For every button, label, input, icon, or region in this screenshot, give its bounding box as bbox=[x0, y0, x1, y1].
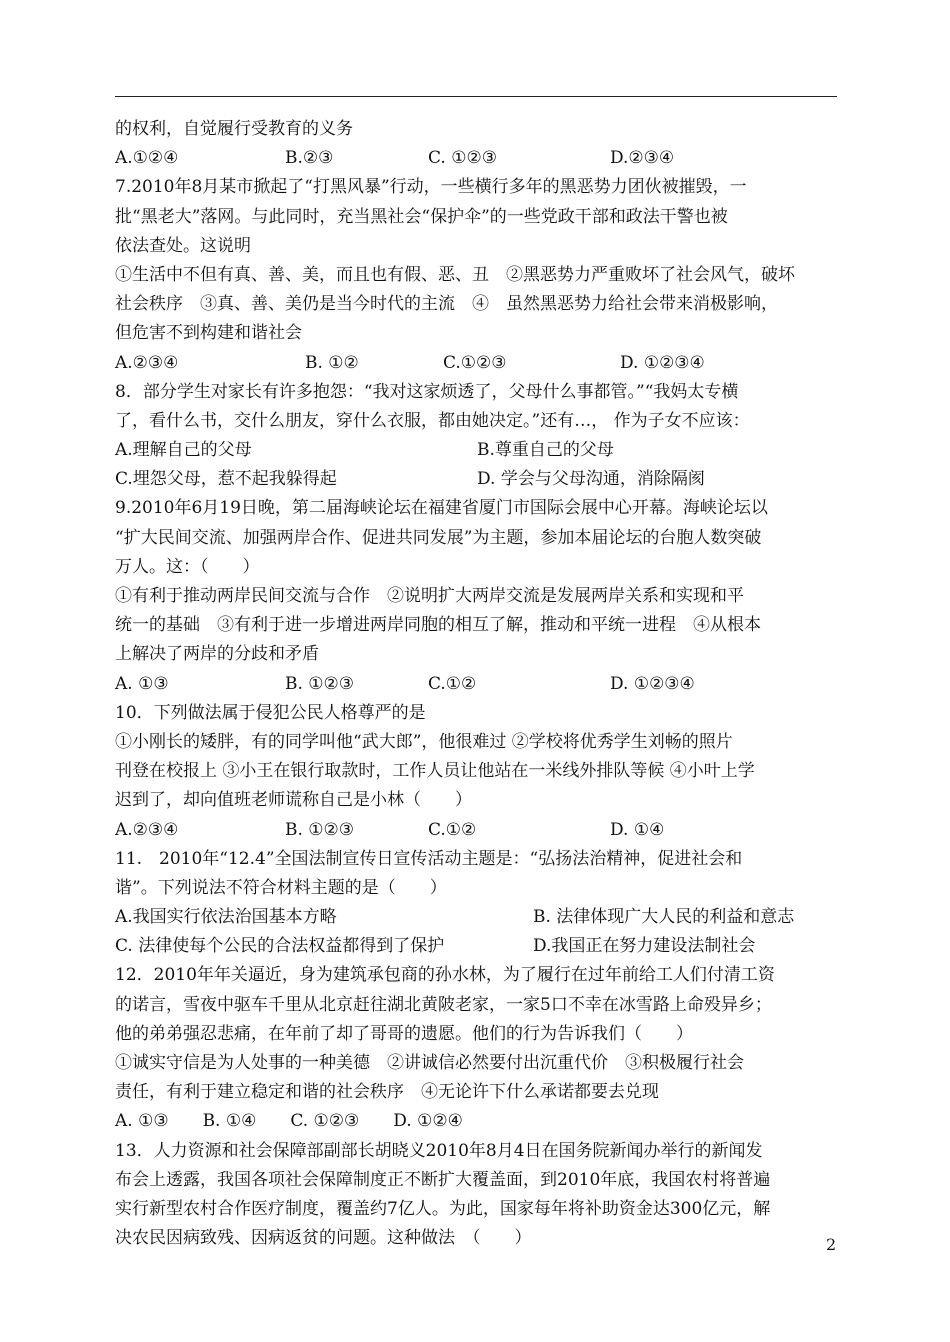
text-line: 他的弟弟强忍悲痛，在年前了却了哥哥的遗愿。他们的行为告诉我们（ ） bbox=[115, 1023, 693, 1044]
text-line: 12．2010年年关逼近，身为建筑承包商的孙水林，为了履行在过年前给工人们付清工资 bbox=[115, 965, 775, 986]
document-body bbox=[115, 115, 837, 1253]
text-line: 10．下列做法属于侵犯公民人格尊严的是 bbox=[115, 702, 426, 723]
option-row bbox=[115, 903, 837, 932]
text-line: 刊登在校报上 ③小王在银行取款时，工作人员让他站在一米线外排队等候 ④小叶上学 bbox=[115, 761, 755, 782]
answer-option: A. ①③ bbox=[115, 673, 169, 694]
text-line: ①诚实守信是为人处事的一种美德 ②讲诚信必然要付出沉重代价 ③积极履行社会 bbox=[115, 1053, 744, 1073]
text-line: 社会秩序 ③真、善、美仍是当今时代的主流 ④ 虽然黑恶势力给社会带来消极影响， bbox=[115, 294, 778, 315]
text-line: 11. 2010年“12.4”全国法制宣传日宣传活动主题是：“弘扬法治精神，促进社会和 bbox=[115, 848, 743, 869]
answer-option: D. 学会与父母沟通，消除隔阂 bbox=[477, 469, 705, 490]
text-line: “扩大民间交流、加强两岸合作、促进共同发展”为主题，参加本届论坛的台胞人数突破 bbox=[115, 527, 762, 548]
text-line: ①有利于推动两岸民间交流与合作 ②说明扩大两岸交流是发展两岸关系和实现和平 bbox=[115, 586, 744, 606]
answer-option: D.②③④ bbox=[610, 148, 675, 169]
answer-option: C.①② bbox=[428, 819, 477, 840]
text-line: 谐”。下列说法不符合材料主题的是（ ） bbox=[115, 877, 447, 898]
text-line: 7.2010年8月某市掀起了“打黑风暴”行动，一些横行多年的黑恶势力团伙被摧毁，一 bbox=[115, 177, 747, 198]
header-rule bbox=[115, 96, 837, 97]
answer-option: C. 法律使每个公民的合法权益都得到了保护 bbox=[115, 936, 445, 957]
text-line: 布会上透露，我国各项社会保障制度正不断扩大覆盖面，到2010年底，我国农村将普遍 bbox=[115, 1169, 771, 1190]
text-line: 迟到了，却向值班老师谎称自己是小林（ ） bbox=[115, 790, 472, 811]
answer-option: A.②③④ bbox=[115, 819, 179, 840]
text-line: 上解决了两岸的分歧和矛盾 bbox=[115, 644, 319, 665]
answer-option: A.①②④ bbox=[115, 148, 179, 169]
text-line: 批“黑老大”落网。与此同时，充当黑社会“保护伞”的一些党政干部和政法干警也被 bbox=[115, 206, 728, 227]
option-row bbox=[115, 144, 837, 173]
answer-option: B. ①②③ bbox=[285, 673, 355, 694]
text-line: 但危害不到构建和谐社会 bbox=[115, 323, 302, 344]
text-line: 的权利，自觉履行受教育的义务 bbox=[115, 119, 353, 139]
answer-option: D.我国正在努力建设法制社会 bbox=[533, 936, 756, 957]
answer-option: D. ①④ bbox=[610, 819, 665, 840]
text-line: 8．部分学生对家长有许多抱怨：“我对这家烦透了，父母什么事都管。”“我妈太专横 bbox=[115, 381, 739, 402]
answer-option: D. ①②③④ bbox=[610, 673, 695, 694]
text-line: 万人。这：（ ） bbox=[115, 556, 260, 577]
text-line: ①小刚长的矮胖，有的同学叫他“武大郎”，他很难过 ②学校将优秀学生刘畅的照片 bbox=[115, 731, 733, 752]
answer-option: B. ①② bbox=[305, 352, 359, 373]
answer-option: A.理解自己的父母 bbox=[115, 440, 252, 461]
text-line: 了，看什么书，交什么朋友，穿什么衣服，都由她决定。”还有…， 作为子女不应该： bbox=[115, 410, 750, 431]
answer-option: B.尊重自己的父母 bbox=[477, 440, 614, 461]
option-row bbox=[115, 465, 837, 494]
answer-option: C.①②③ bbox=[443, 352, 507, 373]
answer-option: D. ①②③④ bbox=[620, 352, 705, 373]
answer-option: C.埋怨父母，惹不起我躲得起 bbox=[115, 469, 337, 490]
option-row bbox=[115, 816, 837, 845]
page-number: 2 bbox=[826, 1235, 837, 1254]
text-line: ①生活中不但有真、善、美，而且也有假、恶、丑 ②黑恶势力严重败坏了社会风气，破坏 bbox=[115, 264, 795, 285]
answer-option: C. ①②③ bbox=[428, 148, 497, 169]
text-line: 决农民因病致残、因病返贫的问题。这种做法 （ ） bbox=[115, 1228, 532, 1249]
answer-option: A.我国实行依法治国基本方略 bbox=[115, 907, 337, 928]
text-line: 13．人力资源和社会保障部副部长胡晓义2010年8月4日在国务院新闻办举行的新闻发 bbox=[115, 1140, 763, 1161]
text-line: 9.2010年6月19日晚，第二届海峡论坛在福建省厦门市国际会展中心开幕。海峡论坛以 bbox=[115, 498, 768, 519]
text-line: 依法查处。这说明 bbox=[115, 235, 251, 256]
option-row bbox=[115, 670, 837, 699]
text-line: 责任，有利于建立稳定和谐的社会秩序 ④无论许下什么承诺都要去兑现 bbox=[115, 1082, 659, 1103]
answer-option: B. ①②③ bbox=[285, 819, 355, 840]
option-row bbox=[115, 436, 837, 465]
text-line: 实行新型农村合作医疗制度，覆盖约7亿人。为此，国家每年将补助资金达300亿元，解 bbox=[115, 1198, 771, 1219]
answer-option: A.②③④ bbox=[115, 352, 179, 373]
text-line: 的诺言，雪夜中驱车千里从北京赶往湖北黄陂老家，一家5口不幸在冰雪路上命殁异乡； bbox=[115, 994, 772, 1015]
answer-option: C.①② bbox=[428, 673, 477, 694]
text-line: A. ①③ B. ①④ C. ①②③ D. ①②④ bbox=[115, 1111, 463, 1132]
answer-option: B. 法律体现广大人民的利益和意志 bbox=[533, 907, 795, 928]
answer-option: B.②③ bbox=[285, 148, 334, 169]
option-row bbox=[115, 349, 837, 378]
text-line: 统一的基础 ③有利于进一步增进两岸同胞的相互了解，推动和平统一进程 ④从根本 bbox=[115, 615, 761, 636]
option-row bbox=[115, 932, 837, 961]
